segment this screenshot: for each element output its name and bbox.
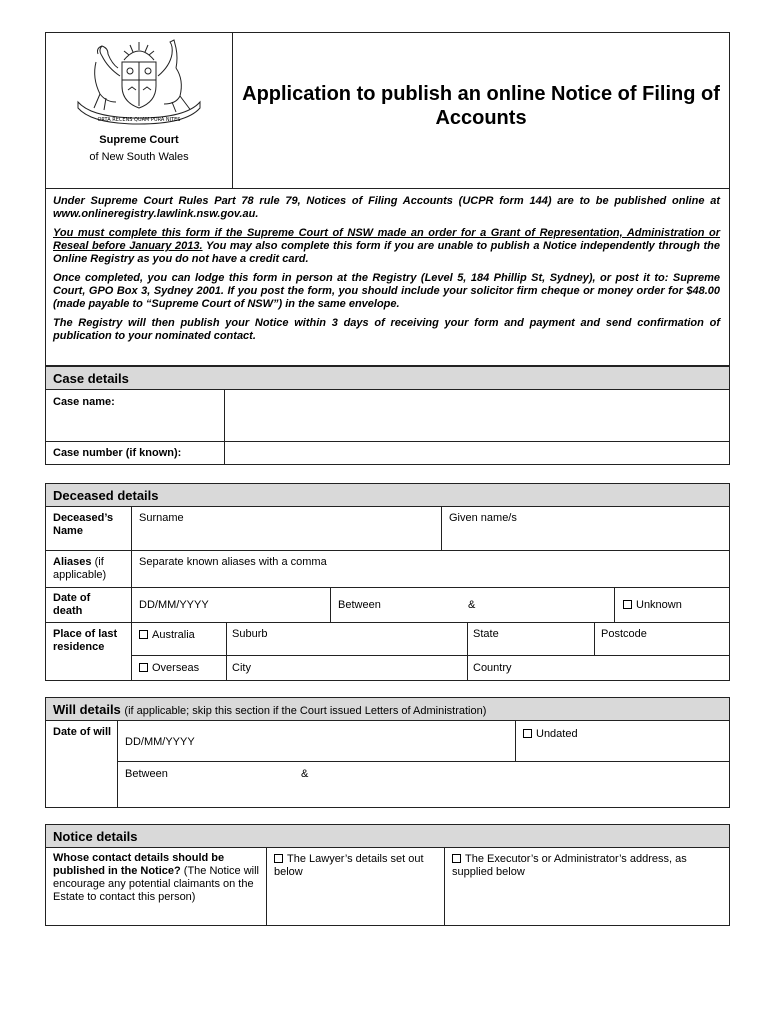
aliases-label	[53, 556, 129, 582]
will-details-heading	[46, 698, 729, 721]
executor-address-option[interactable]	[452, 853, 722, 879]
intro-paragraph-1: Under Supreme Court Rules Part 78 rule 79, Notices of Filing Accounts (UCPR form 144) are to be published online at www.onlineregistry.lawlink.nsw.gov.au.	[53, 195, 720, 220]
surname-field[interactable]: Surname	[139, 512, 184, 524]
given-names-field[interactable]: Given name/s	[449, 512, 517, 524]
country-field[interactable]: Country	[473, 662, 512, 674]
australia-label: Australia	[152, 629, 195, 641]
will-details-heading-title: Will details	[53, 702, 121, 717]
contact-question-bold: Whose contact details should be published in the Notice?	[53, 852, 225, 877]
australia-checkbox-box[interactable]	[139, 630, 148, 639]
page-title: Application to publish an online Notice of Filing of Accounts	[242, 83, 720, 129]
lawyer-details-checkbox[interactable]	[274, 854, 283, 863]
case-number-label: Case number (if known):	[53, 447, 182, 459]
notice-divider-1	[266, 848, 267, 926]
date-of-will-label: Date of will	[53, 726, 112, 738]
unknown-checkbox[interactable]	[623, 599, 682, 612]
date-of-death-field[interactable]: DD/MM/YYYY	[139, 599, 209, 611]
will-between-and: &	[301, 768, 309, 780]
place-divider-2	[467, 622, 468, 681]
deceased-line-1	[45, 550, 730, 551]
place-divider-1	[226, 622, 227, 681]
contact-question-note: (The Notice will encourage any potential claimants on the Estate to contact this person)	[53, 865, 259, 903]
will-undated-divider	[515, 721, 516, 761]
place-of-residence-label: Place of last residence	[53, 628, 118, 653]
case-details-heading: Case details	[46, 367, 729, 390]
undated-checkbox-box[interactable]	[523, 729, 532, 738]
overseas-label: Overseas	[152, 662, 200, 674]
intro-paragraph-2-underlined: You must complete this form if the Supreme Court of NSW made an order for a Grant of Representation, Administration or Reseal before January 2013.	[53, 227, 720, 252]
intro-text	[53, 195, 720, 349]
deceased-name-label: Deceased’s Name	[53, 512, 114, 537]
postcode-field[interactable]: Postcode	[601, 628, 647, 640]
date-of-death-label: Date of death	[53, 592, 91, 617]
notice-details-heading: Notice details	[46, 825, 729, 848]
place-divider-3	[594, 622, 595, 655]
intro-paragraph-2	[53, 227, 720, 266]
crest-motto: ORTA RECENS QUAM PURA NITES	[97, 117, 181, 123]
aliases-label-bold: Aliases	[53, 556, 92, 568]
will-details-heading-note: (if applicable; skip this section if the Court issued Letters of Administration)	[124, 705, 487, 717]
state-field[interactable]: State	[473, 628, 499, 640]
city-field[interactable]: City	[232, 662, 251, 674]
aliases-label-note: (if applicable)	[53, 556, 107, 581]
case-number-field[interactable]	[225, 442, 729, 464]
unknown-checkbox-box[interactable]	[623, 600, 632, 609]
nsw-coat-of-arms-logo	[72, 38, 206, 126]
notice-divider-2	[444, 848, 445, 926]
intro-paragraph-2-rest: You may also complete this form if you are unable to publish a Notice independently through the Online Registry as you do not have a credit card.	[53, 240, 720, 265]
case-name-label: Case name:	[53, 396, 115, 408]
name-divider	[441, 507, 442, 550]
will-between-field[interactable]: Between	[125, 768, 168, 780]
australia-checkbox[interactable]	[139, 629, 195, 642]
executor-address-checkbox[interactable]	[452, 854, 461, 863]
overseas-checkbox-box[interactable]	[139, 663, 148, 672]
deceased-line-3	[45, 622, 730, 623]
date-divider-2	[614, 587, 615, 622]
header-divider	[232, 32, 233, 188]
aliases-field[interactable]: Separate known aliases with a comma	[139, 556, 327, 568]
date-divider-1	[330, 587, 331, 622]
court-state: of New South Wales	[89, 151, 189, 163]
undated-checkbox[interactable]	[523, 728, 578, 741]
death-between-and: &	[468, 599, 476, 611]
undated-label: Undated	[536, 728, 578, 740]
court-name: Supreme Court	[99, 134, 179, 146]
death-between-field[interactable]: Between	[338, 599, 381, 611]
intro-paragraph-4: The Registry will then publish your Notice within 3 days of receiving your form and payment and send confirmation of publication to your nominated contact.	[53, 317, 720, 342]
will-label-divider	[117, 721, 118, 808]
suburb-field[interactable]: Suburb	[232, 628, 268, 640]
intro-paragraph-3: Once completed, you can lodge this form in person at the Registry (Level 5, 184 Phillip St, Sydney), or post it to: Supreme Court, GPO Box 3, Sydney 2001. If you post the form, you should include your solicitor firm cheque or money order for $48.00 (made payable to “Supreme Court of NSW”) in the same envelope.	[53, 272, 720, 310]
deceased-details-heading: Deceased details	[46, 484, 729, 507]
date-of-will-field[interactable]: DD/MM/YYYY	[125, 736, 195, 748]
executor-address-label: The Executor’s or Administrator’s address, as supplied below	[452, 853, 687, 878]
unknown-label: Unknown	[636, 599, 682, 611]
overseas-checkbox[interactable]	[139, 662, 199, 675]
contact-question	[53, 852, 261, 904]
deceased-line-4	[131, 655, 730, 656]
case-name-field[interactable]	[225, 391, 729, 441]
will-row-line	[117, 761, 730, 762]
deceased-line-2	[45, 587, 730, 588]
lawyer-details-option[interactable]	[274, 853, 438, 879]
lawyer-details-label: The Lawyer’s details set out below	[274, 853, 424, 878]
